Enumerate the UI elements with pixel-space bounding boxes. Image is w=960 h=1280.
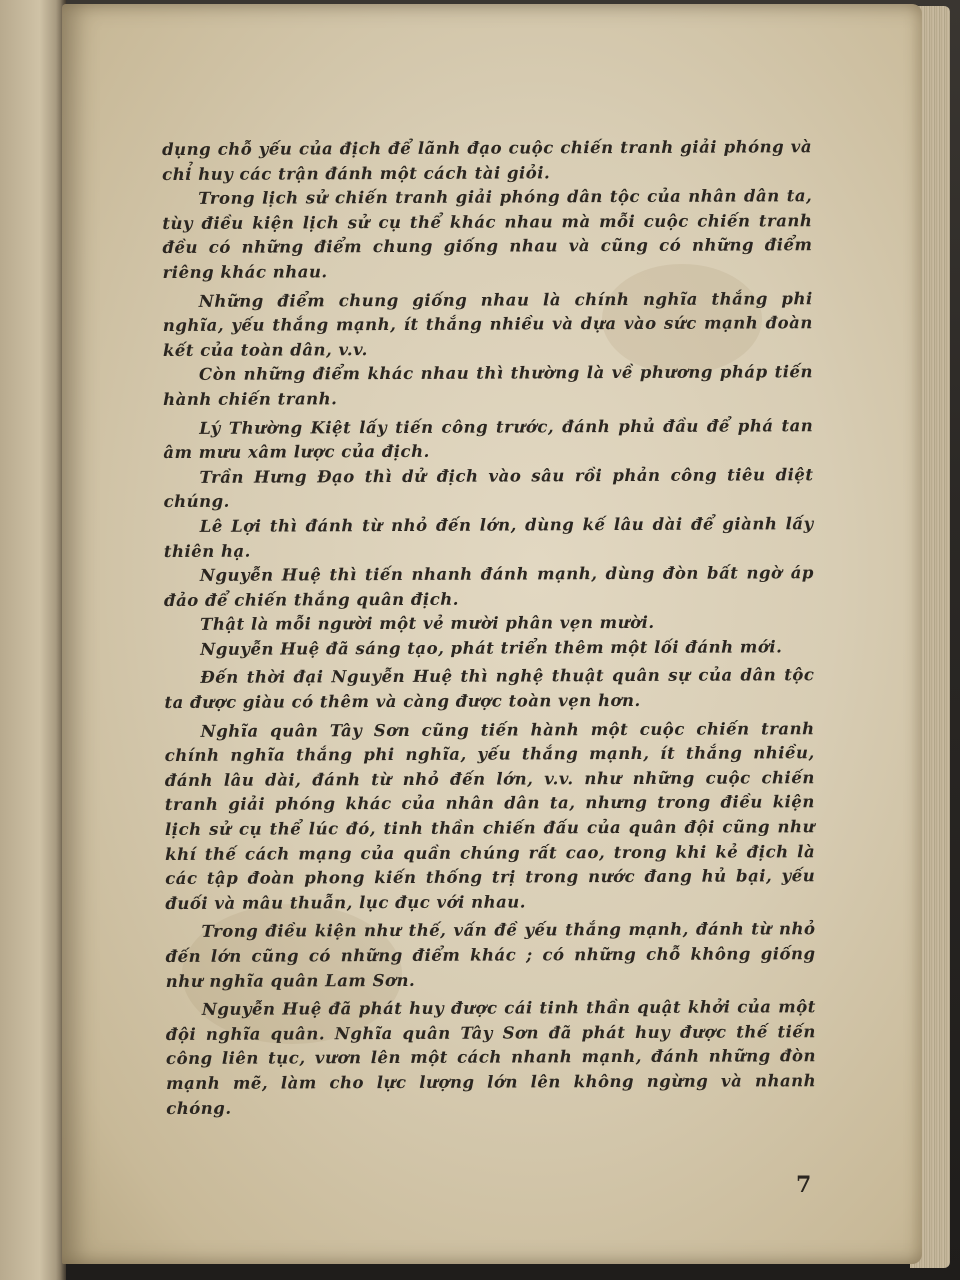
paragraph: Nguyễn Huệ thì tiến nhanh đánh mạnh, dùng đòn bất ngờ áp đảo để chiến thắng quân địch. — [163, 563, 814, 610]
paragraph: Lê Lợi thì đánh từ nhỏ đến lớn, dùng kế lâu dài để giành lấy thiên hạ. — [163, 514, 814, 561]
previous-page-edge — [0, 0, 66, 1280]
book-page — [62, 4, 922, 1264]
paragraph: Trong điều kiện như thế, vấn đề yếu thắng mạnh, đánh từ nhỏ đến lớn cũng có những điểm khác ; có những chỗ không giống như nghĩa quân Lam Sơn. — [165, 919, 816, 991]
page-number: 7 — [796, 1172, 812, 1198]
paragraph: Nguyễn Huệ đã sáng tạo, phát triển thêm một lối đánh mới. — [200, 637, 783, 659]
paragraph: Nghĩa quân Tây Sơn cũng tiến hành một cuộc chiến tranh chính nghĩa thắng phi nghĩa, yếu thắng mạnh, ít thắng nhiều, đánh lâu dài, đánh từ nhỏ đến lớn, v.v. như những cuộc chiến tranh giải phóng khác của nhân dân ta, nhưng trong điều kiện lịch sử cụ thể lúc đó, tinh thần chiến đấu của quân đội cũng như khí thế cách mạng của quần chúng rất cao, trong khi kẻ địch là các tập đoàn phong kiến thống trị trong nước đang hủ bại, yếu đuối và mâu thuẫn, lục đục với nhau. — [164, 718, 816, 913]
paragraph: Trong lịch sử chiến tranh giải phóng dân tộc của nhân dân ta, tùy điều kiện lịch sử cụ thể khác nhau mà mỗi cuộc chiến tranh đều có những điểm chung giống nhau và cũng có những điểm riêng khác nhau. — [162, 186, 813, 282]
paragraph: Còn những điểm khác nhau thì thường là về phương pháp tiến hành chiến tranh. — [163, 362, 814, 409]
paragraph: Lý Thường Kiệt lấy tiến công trước, đánh phủ đầu để phá tan âm mưu xâm lược của địch. — [163, 415, 814, 463]
paragraph: Thật là mỗi người một vẻ mười phân vẹn mười. — [200, 613, 655, 635]
page-text — [162, 135, 816, 1121]
paragraph: Đến thời đại Nguyễn Huệ thì nghệ thuật quân sự của dân tộc ta được giàu có thêm và càng được toàn vẹn hơn. — [164, 665, 815, 713]
paragraph: Trần Hưng Đạo thì dử địch vào sâu rồi phản công tiêu diệt chúng. — [163, 464, 814, 512]
paragraph: Nguyễn Huệ đã phát huy được cái tinh thần quật khởi của một đội nghĩa quân. Nghĩa quân Tây Sơn đã phát huy được thế tiến công liên tục, vươn lên một cách nhanh mạnh, đánh những đòn mạnh mẽ, làm cho lực lượng lớn lên không ngừng và nhanh chóng. — [165, 997, 817, 1118]
paragraph: Những điểm chung giống nhau là chính nghĩa thắng phi nghĩa, yếu thắng mạnh, ít thắng nhiều và dựa vào sức mạnh đoàn kết của toàn dân, v.v. — [162, 288, 813, 360]
paragraph: dụng chỗ yếu của địch để lãnh đạo cuộc chiến tranh giải phóng và chỉ huy các trận đánh một cách tài giỏi. — [162, 137, 813, 184]
